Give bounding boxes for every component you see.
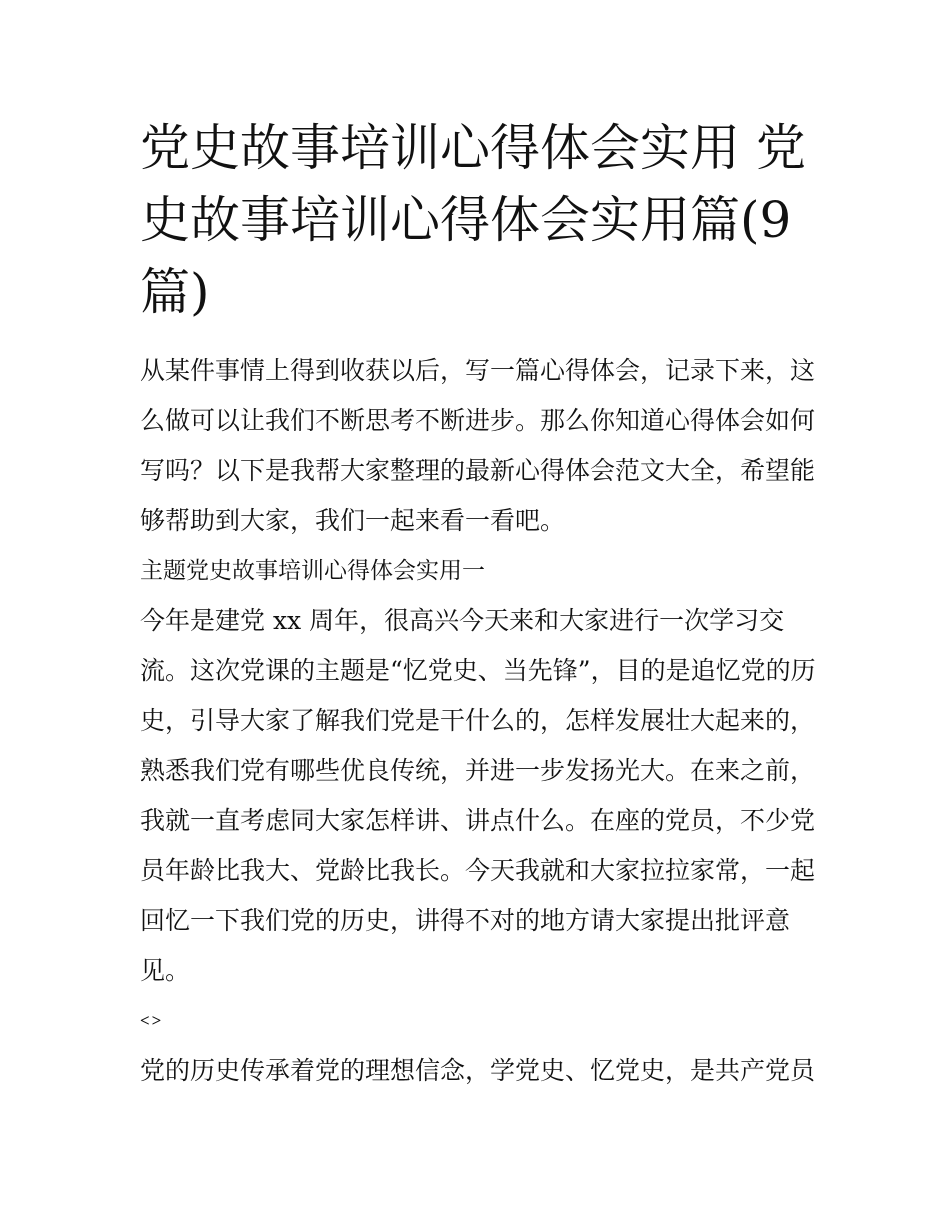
body-line: 我就一直考虑同大家怎样讲、讲点什么。在座的党员，不少党 [140,806,816,835]
body-line: 今年是建党 xx 周年，很高兴今天来和大家进行一次学习交 [140,606,785,635]
intro-line: 写吗？以下是我帮大家整理的最新心得体会范文大全，希望能 [140,456,816,485]
placeholder-marker: <> [140,1011,164,1030]
body-line: 回忆一下我们党的历史，讲得不对的地方请大家提出批评意 [140,906,791,935]
body-line: 熟悉我们党有哪些优良传统，并进一步发扬光大。在来之前， [140,756,816,785]
closing-line: 党的历史传承着党的理想信念，学党史、忆党史，是共产党员 [140,1056,816,1085]
body-paragraph [140,596,816,996]
body-line: 史，引导大家了解我们党是干什么的，怎样发展壮大起来的， [140,706,816,735]
closing-paragraph [140,1046,816,1096]
title-line: 党史故事培训心得体会实用 党 [140,119,806,177]
body-line: 见。 [140,956,191,985]
title-line: 史故事培训心得体会实用篇(9 [140,191,792,249]
title-line: 篇) [140,263,210,321]
document-page [140,112,816,1096]
document-title [140,112,812,328]
body-line: 员年龄比我大、党龄比我长。今天我就和大家拉拉家常，一起 [140,856,816,885]
body-line: 流。这次党课的主题是“忆党史、当先锋”，目的是追忆党的历 [140,656,816,685]
intro-line: 从某件事情上得到收获以后，写一篇心得体会，记录下来，这 [140,356,816,385]
section-heading: 主题党史故事培训心得体会实用一 [140,558,485,584]
intro-line: 够帮助到大家，我们一起来看一看吧。 [140,506,566,535]
intro-line: 么做可以让我们不断思考不断进步。那么你知道心得体会如何 [140,406,816,435]
intro-paragraph [140,346,816,546]
